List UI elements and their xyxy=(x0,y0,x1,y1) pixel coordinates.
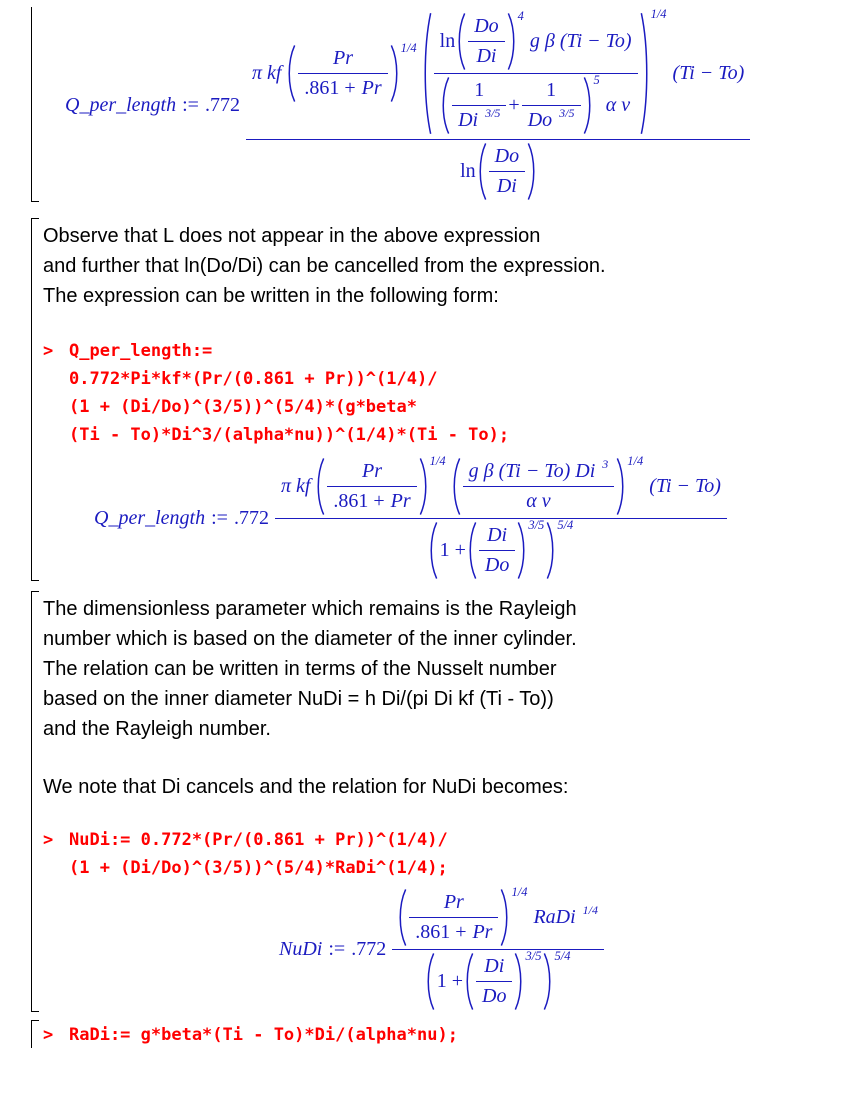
input-prompt: > xyxy=(43,341,54,361)
math-token-coeff: .772 xyxy=(351,938,387,960)
math-token: (Ti − To) xyxy=(649,475,721,497)
left-paren-icon xyxy=(478,142,487,201)
math-token: π kf xyxy=(280,475,311,497)
exponent: 5/4 xyxy=(554,949,571,963)
maple-output-nudi xyxy=(279,886,856,1013)
math-token: 1 xyxy=(474,79,485,101)
left-paren-icon xyxy=(398,888,407,947)
fraction xyxy=(476,952,512,1011)
left-paren-icon xyxy=(468,521,477,580)
exponent: 3/5 xyxy=(525,949,542,963)
code-text[interactable]: 0.772*Pi*kf*(Pr/(0.861 + Pr))^(1/4)/ xyxy=(69,369,438,389)
math-token: Do xyxy=(482,985,507,1007)
plus-operator: + xyxy=(508,94,520,116)
math-token-coeff: .772 xyxy=(204,94,240,116)
paren-group-ratio xyxy=(426,949,571,1011)
group-bracket xyxy=(31,1020,39,1048)
fraction xyxy=(452,76,506,135)
ln-group xyxy=(439,9,524,71)
code-line[interactable] xyxy=(43,365,856,393)
text-paragraph xyxy=(43,594,856,744)
execution-group-3 xyxy=(31,590,856,1013)
left-paren-icon xyxy=(457,12,466,71)
math-token: Di xyxy=(484,955,505,977)
text-line: Observe that L does not appear in the above expression xyxy=(43,225,541,247)
paren-group-prandtl xyxy=(398,885,528,947)
text-line: The expression can be written in the following form: xyxy=(43,285,499,307)
code-text[interactable]: Q_per_length:= xyxy=(69,341,213,361)
left-paren-icon xyxy=(426,952,435,1011)
right-paren-icon xyxy=(419,457,428,516)
fraction-main xyxy=(246,8,750,203)
fraction xyxy=(298,44,387,103)
exponent: 1/4 xyxy=(627,454,644,468)
exponent: 3/5 xyxy=(559,106,575,120)
math-token: .861 + xyxy=(333,490,385,512)
right-paren-icon xyxy=(583,76,592,135)
right-paren-icon xyxy=(390,44,399,103)
math-token: Pr xyxy=(333,47,354,69)
maple-output-q-per-length-1 xyxy=(65,8,856,203)
paren-group-prandtl xyxy=(316,454,446,516)
math-token: α ν xyxy=(526,490,551,512)
group-bracket xyxy=(31,591,39,1012)
math-token: (Ti − To) xyxy=(672,62,745,84)
math-token: π kf xyxy=(251,62,282,84)
paren-group-prandtl xyxy=(287,41,417,103)
math-token: .861 + xyxy=(415,921,467,943)
text-line: and the Rayleigh number. xyxy=(43,718,271,740)
math-token-name: NuDi xyxy=(279,938,323,960)
denominator xyxy=(423,519,580,582)
text-line: based on the inner diameter NuDi = h Di/(pi Di kf (Ti - To)) xyxy=(43,688,554,710)
left-paren-icon xyxy=(452,457,461,516)
fraction xyxy=(522,76,581,135)
left-paren-icon xyxy=(316,457,325,516)
right-paren-icon xyxy=(616,457,625,516)
exponent: 3 xyxy=(602,457,609,471)
left-paren-icon xyxy=(287,44,296,103)
fraction xyxy=(327,457,416,516)
execution-group-1 xyxy=(31,6,856,203)
text-line: The relation can be written in terms of the Nusselt number xyxy=(43,658,557,680)
math-token: .861 + xyxy=(304,77,356,99)
code-text[interactable]: NuDi:= 0.772*(Pr/(0.861 + Pr))^(1/4)/ xyxy=(69,830,448,850)
code-line[interactable] xyxy=(43,337,856,365)
paren-group-ratio xyxy=(429,518,574,580)
group-bracket xyxy=(31,218,39,581)
code-text[interactable]: (1 + (Di/Do)^(3/5))^(5/4)*(g*beta* xyxy=(69,397,417,417)
exponent: 1/4 xyxy=(582,903,599,917)
ln-group xyxy=(460,142,536,201)
text-paragraph xyxy=(43,221,856,311)
execution-group-4 xyxy=(31,1019,856,1049)
denominator xyxy=(454,140,542,203)
math-token: Pr xyxy=(443,891,464,913)
exponent: 5/4 xyxy=(557,518,574,532)
exponent: 3/5 xyxy=(528,518,545,532)
fraction xyxy=(468,12,504,71)
right-paren-icon xyxy=(546,521,555,580)
left-paren-icon xyxy=(465,952,474,1011)
math-token: RaDi xyxy=(533,906,576,928)
assign-operator: := xyxy=(328,938,346,960)
text-line: The dimensionless parameter which remains is the Rayleigh xyxy=(43,598,577,620)
code-text[interactable]: (1 + (Di/Do)^(3/5))^(5/4)*RaDi^(1/4); xyxy=(69,858,448,878)
paren-group-di-do xyxy=(468,518,545,580)
math-token: Pr xyxy=(361,77,382,99)
math-token: Di xyxy=(458,109,479,131)
math-token: α ν xyxy=(605,94,631,116)
fraction xyxy=(463,457,615,516)
input-prompt: > xyxy=(43,830,54,850)
fraction-main xyxy=(392,886,604,1013)
numerator xyxy=(275,455,727,518)
code-line[interactable] xyxy=(43,393,856,421)
right-paren-icon xyxy=(517,521,526,580)
exponent: 1/4 xyxy=(511,885,528,899)
math-token: 1 + xyxy=(436,970,464,992)
paren-group-rayleigh xyxy=(423,7,667,137)
assign-operator: := xyxy=(182,94,199,116)
right-paren-icon xyxy=(640,10,649,137)
input-prompt: > xyxy=(43,1025,54,1045)
math-token: g β (Ti − To) xyxy=(529,30,632,52)
math-token: Di xyxy=(476,45,497,67)
math-token-name: Q_per_length xyxy=(65,94,177,116)
exponent: 1/4 xyxy=(650,7,667,21)
right-paren-icon xyxy=(500,888,509,947)
numerator xyxy=(392,886,604,949)
code-line[interactable] xyxy=(43,826,856,854)
exponent: 1/4 xyxy=(400,41,417,55)
right-paren-icon xyxy=(543,952,552,1011)
left-paren-icon xyxy=(423,10,432,137)
code-line[interactable] xyxy=(43,421,856,449)
math-token: Do xyxy=(484,554,510,576)
math-token: Do xyxy=(494,145,520,167)
text-line: number which is based on the diameter of the inner cylinder. xyxy=(43,628,577,650)
math-token: Di xyxy=(496,175,517,197)
text-paragraph xyxy=(43,772,856,802)
fraction xyxy=(479,521,515,580)
math-token-ln: ln xyxy=(460,160,476,182)
code-line[interactable] xyxy=(43,1021,856,1049)
paren-group-di-do xyxy=(465,949,542,1011)
math-token-coeff: .772 xyxy=(233,507,269,529)
math-token: Pr xyxy=(362,460,383,482)
right-paren-icon xyxy=(514,952,523,1011)
math-token-ln: ln xyxy=(439,30,456,52)
fraction xyxy=(409,888,498,947)
denominator xyxy=(420,950,577,1013)
math-token: Pr xyxy=(390,490,411,512)
fraction xyxy=(489,142,525,201)
code-text[interactable]: RaDi:= g*beta*(Ti - To)*Di/(alpha*nu); xyxy=(69,1025,458,1045)
text-line: We note that Di cancels and the relation for NuDi becomes: xyxy=(43,776,569,798)
maple-input-1[interactable] xyxy=(43,337,856,449)
text-line: and further that ln(Do/Di) can be cancelled from the expression. xyxy=(43,255,606,277)
right-paren-icon xyxy=(527,142,536,201)
fraction-main xyxy=(275,455,727,582)
math-token-name: Q_per_length xyxy=(94,507,206,529)
maple-input-2[interactable] xyxy=(43,826,856,882)
paren-group-rayleigh xyxy=(452,454,644,516)
math-token: 1 + xyxy=(439,539,466,561)
math-token: Pr xyxy=(472,921,493,943)
assign-operator: := xyxy=(211,507,228,529)
code-text[interactable]: (Ti - To)*Di^3/(alpha*nu))^(1/4)*(Ti - To); xyxy=(69,425,510,445)
exponent: 1/4 xyxy=(429,454,446,468)
exponent: 5 xyxy=(593,73,600,87)
right-paren-icon xyxy=(507,12,516,71)
group-bracket xyxy=(31,7,39,202)
maple-output-q-per-length-2 xyxy=(94,455,856,582)
code-line[interactable] xyxy=(43,854,856,882)
exponent: 3/5 xyxy=(485,106,501,120)
math-token: g β (Ti − To) Di xyxy=(468,460,596,482)
exponent: 4 xyxy=(517,9,524,23)
left-paren-icon xyxy=(429,521,438,580)
math-token: Do xyxy=(474,15,499,37)
paren-group-diameters xyxy=(441,73,600,135)
maple-input-3[interactable] xyxy=(43,1021,856,1049)
math-token: 1 xyxy=(546,79,557,101)
execution-group-2 xyxy=(31,217,856,582)
left-paren-icon xyxy=(441,76,450,135)
math-token: Do xyxy=(527,109,553,131)
fraction xyxy=(434,10,638,137)
numerator xyxy=(246,8,750,139)
math-token: Di xyxy=(487,524,508,546)
